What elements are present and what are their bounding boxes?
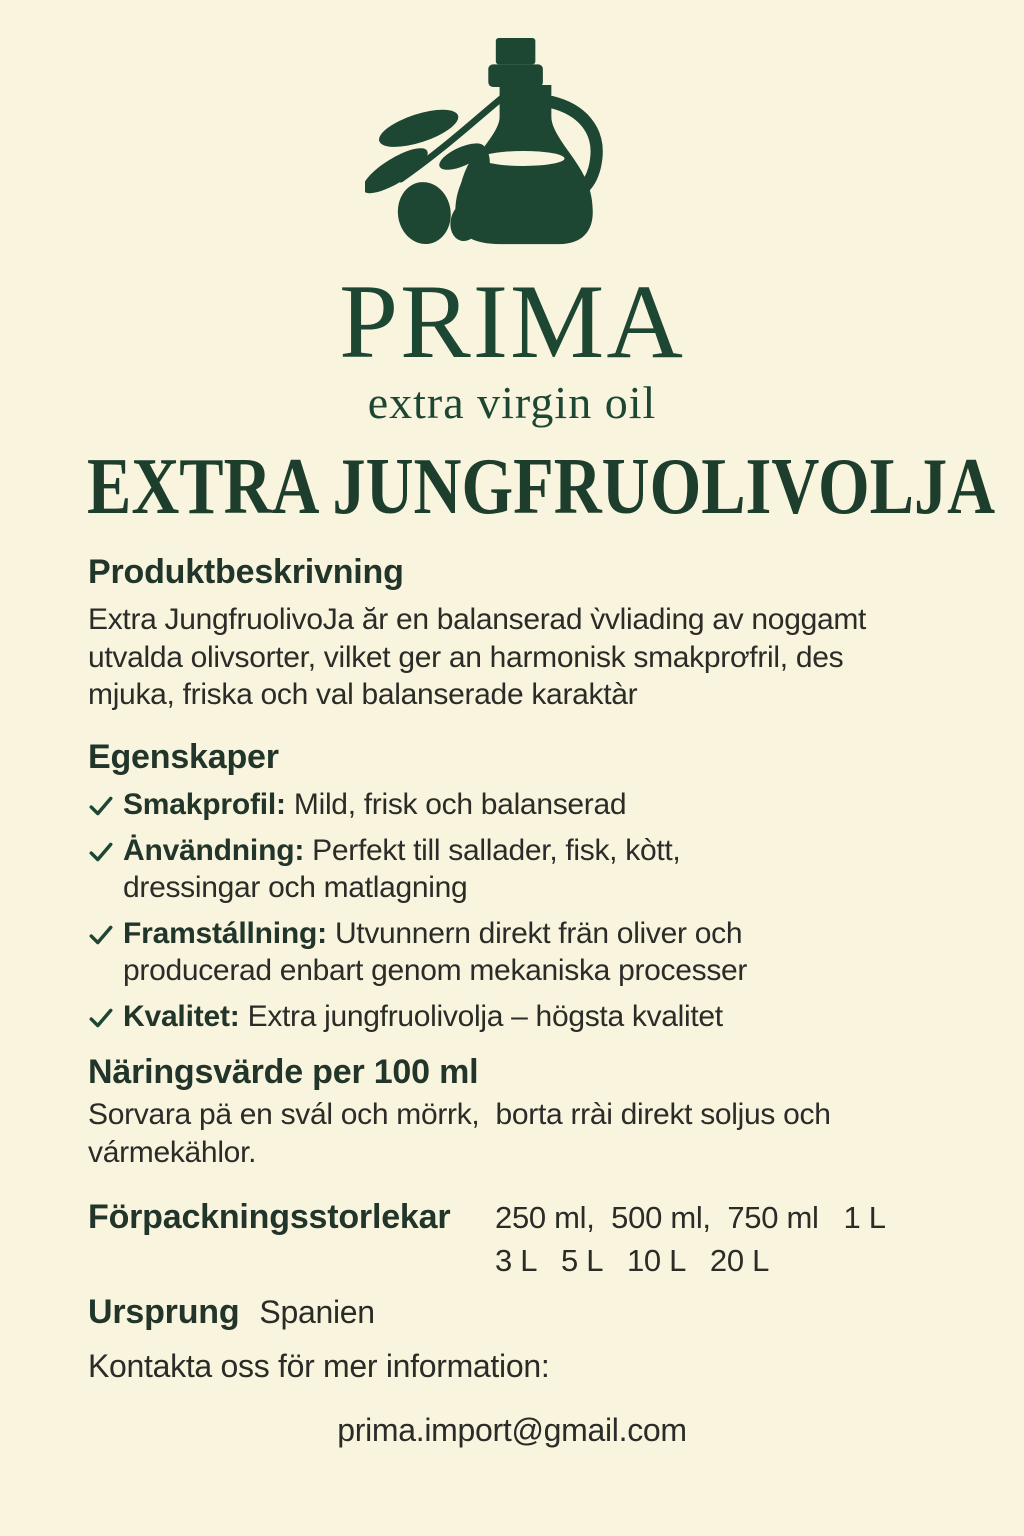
list-item-line: Perfekt till sallader, fisk, kòtt,: [312, 833, 681, 867]
text-line: mjuka, friska och val balanserade karaktàr: [88, 678, 638, 711]
list-item: [88, 998, 968, 1036]
brand-tagline: extra virgin oil: [367, 377, 657, 428]
contact-text: Kontakta oss för mer information:: [88, 1348, 550, 1384]
brand-name: PRIMA: [339, 263, 685, 380]
checkmark-icon: [88, 793, 114, 819]
list-item-label: Framstállning:: [123, 916, 327, 950]
jug-cork: [496, 38, 536, 64]
section-heading-forpackning: Förpackningsstorlekar: [88, 1198, 451, 1236]
jug-collar: [488, 64, 543, 87]
section-heading-naringsvarde: Näringsvärde per 100 ml: [88, 1053, 479, 1091]
list-item: [88, 786, 968, 824]
egenskaper-list: [88, 786, 968, 1043]
contact-email: prima.import@gmail.com: [337, 1412, 687, 1448]
list-item-line: dressingar och matlagning: [123, 871, 468, 904]
jug-highlight: [482, 151, 565, 166]
list-item-line: Extra jungfruolivolja – högsta kvalitet: [247, 999, 723, 1033]
olive-oil-jug-icon: [365, 36, 605, 248]
origin-value: Spanien: [259, 1294, 375, 1330]
naringsvarde-text: [88, 1096, 958, 1171]
brand-logo: [365, 36, 605, 248]
section-heading-egenskaper: Egenskaper: [88, 738, 279, 776]
produktbeskrivning-text: [88, 601, 958, 714]
list-item-text: [123, 998, 723, 1036]
text-line: Extra JungfruolivoJa ăr en balanserad v̀vliading av noggamt: [88, 603, 867, 636]
list-item-label: Ȧnvändning:: [123, 833, 305, 867]
checkmark-icon: [88, 922, 114, 948]
list-item: [88, 915, 968, 990]
origin-row: [88, 1293, 375, 1332]
list-item-text: [123, 786, 626, 824]
checkmark-icon: [88, 839, 114, 865]
packaging-sizes-values: [495, 1196, 886, 1282]
packaging-sizes-row: [88, 1196, 968, 1282]
list-item-line: producerad enbart genom mekaniska processer: [123, 954, 748, 987]
list-item-text: [123, 832, 680, 907]
list-item-label: Smakprofil:: [123, 788, 286, 821]
list-item-text: [123, 915, 747, 990]
text-line: vármekählor.: [88, 1135, 257, 1169]
section-heading-produktbeskrivning: Produktbeskrivning: [88, 553, 404, 591]
list-item-label: Kvalitet:: [123, 999, 240, 1033]
list-item: [88, 832, 968, 907]
list-item-line: Utvunnern direkt frän oliver och: [334, 916, 743, 950]
list-item-line: Mild, frisk och balanserad: [293, 788, 627, 821]
page-title: EXTRA JUNGFRUOLIVOLJA: [87, 443, 996, 531]
sizes-line: 250 ml, 500 ml, 750 ml 1 L: [495, 1200, 886, 1235]
checkmark-icon: [88, 1005, 114, 1031]
section-heading-ursprung: Ursprung: [88, 1293, 240, 1331]
text-line: utvalda olivsorter, vilket ger an harmonisk smakprơfril, des: [88, 640, 844, 674]
sizes-line: 3 L 5 L 10 L 20 L: [495, 1243, 770, 1278]
text-line: Sorvara pä en svál och mörrk, borta rrài direkt soljus och: [88, 1098, 831, 1131]
